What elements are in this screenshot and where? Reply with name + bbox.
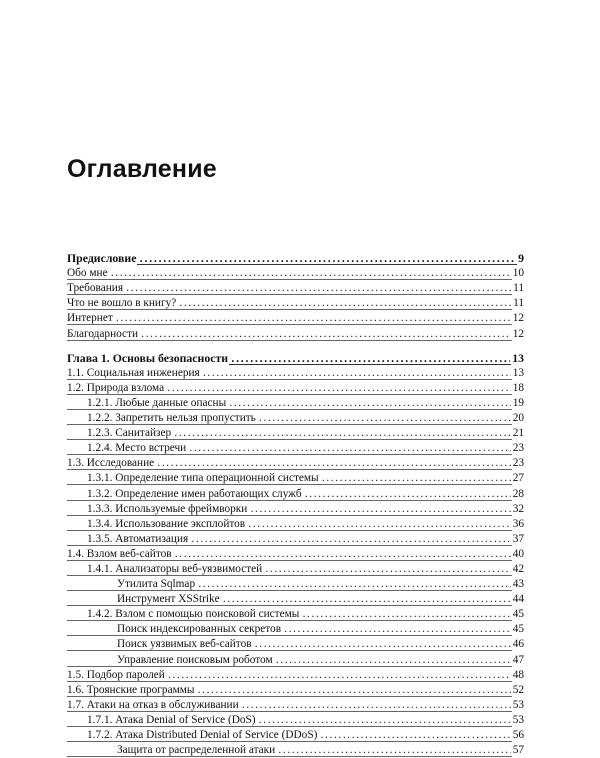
toc-row[interactable] (67, 325, 524, 340)
toc-entry-title (87, 561, 511, 577)
toc-page-number: 57 (512, 744, 524, 757)
toc-page-number: 37 (512, 532, 524, 545)
toc-entry-title (67, 280, 511, 296)
toc-row[interactable] (67, 682, 524, 697)
toc-entry-text: Поиск индексированных секретов (117, 623, 282, 636)
toc-entry-title (67, 380, 511, 396)
toc-entry-text: Обо мне (67, 267, 108, 280)
toc-entry-text: 1.2.3. Санитайзер (87, 427, 172, 440)
toc-entry-text: 1.2.1. Любые данные опасны (87, 396, 227, 409)
toc-entry-title (87, 440, 511, 456)
toc-entry-title (67, 250, 516, 266)
toc-entry-title (87, 727, 511, 743)
toc-entry-title (67, 295, 511, 311)
toc-entry-text: 1.3.4. Использование эксплойтов (87, 517, 246, 530)
toc-page-number: 48 (512, 668, 524, 681)
toc-row[interactable] (67, 440, 524, 455)
toc-entry-title (87, 470, 511, 486)
toc-entry-text: Благодарности (67, 327, 139, 340)
toc-page-number: 13 (512, 366, 524, 379)
toc-entry-text: 1.3.1. Определение типа операционной системы (87, 472, 319, 485)
toc-entry-title (117, 742, 511, 758)
toc-entry-text: 1.3.2. Определение имен работающих служб (87, 487, 302, 500)
toc-entry-text: 1.2.4. Место встречи (87, 442, 187, 455)
toc-section (67, 250, 524, 341)
toc-page-number: 11 (513, 297, 524, 310)
toc-row[interactable] (67, 295, 524, 310)
toc-entry-title (87, 425, 511, 441)
toc-row[interactable] (67, 455, 524, 470)
toc-entry-text: 1.1. Социальная инженерия (67, 366, 200, 379)
toc-entry-text: Предисловие (67, 251, 137, 266)
toc-entry-text: Утилита Sqlmap (117, 578, 196, 591)
toc-entry-title (117, 621, 511, 637)
toc-row[interactable] (67, 380, 524, 395)
toc-row[interactable] (67, 501, 524, 516)
toc-entry-title (87, 606, 511, 622)
toc-page-number: 27 (512, 472, 524, 485)
toc-row[interactable] (67, 470, 524, 485)
toc-page-number: 42 (512, 562, 524, 575)
toc-entry-text: 1.4.2. Взлом с помощью поисковой системы (87, 608, 300, 621)
toc-row[interactable] (67, 546, 524, 561)
toc-entry-text: Что не вошло в книгу? (67, 297, 177, 310)
toc-entry-title (67, 326, 511, 342)
toc-chapter-row[interactable] (67, 250, 524, 265)
toc-row[interactable] (67, 667, 524, 682)
toc-entry-text: 1.6. Троянские программы (67, 683, 195, 696)
toc-entry-text: 1.4. Взлом веб-сайтов (67, 547, 172, 560)
toc-page-number: 21 (512, 427, 524, 440)
toc-entry-text: 1.2. Природа взлома (67, 381, 165, 394)
toc-page-number: 46 (512, 638, 524, 651)
toc-entry-text: Требования (67, 282, 124, 295)
toc-page-number: 28 (512, 487, 524, 500)
toc-row[interactable] (67, 485, 524, 500)
toc-row[interactable] (67, 636, 524, 651)
toc-page-number: 12 (512, 327, 524, 340)
toc-entry-text: 1.5. Подбор паролей (67, 668, 165, 681)
toc-page-number: 45 (512, 623, 524, 636)
toc-entry-title (67, 265, 511, 281)
toc-entry-text: Управление поисковым роботом (117, 653, 273, 666)
page-title: Оглавление (67, 155, 217, 183)
toc-entry-title (67, 682, 511, 698)
toc-entry-text: Защита от распределенной атаки (117, 744, 276, 757)
toc-row[interactable] (67, 697, 524, 712)
toc-entry-text: 1.3.3. Используемые фреймворки (87, 502, 248, 515)
toc-row[interactable] (67, 576, 524, 591)
toc-entry-title (87, 712, 511, 728)
toc-entry-text: Инструмент XSStrike (117, 593, 220, 606)
toc-page-number: 36 (512, 517, 524, 530)
toc-row[interactable] (67, 561, 524, 576)
toc-row[interactable] (67, 425, 524, 440)
toc-entry-text: 1.4.1. Анализаторы веб-уязвимостей (87, 562, 263, 575)
toc-row[interactable] (67, 621, 524, 636)
toc-entry-title (87, 516, 511, 532)
toc-row[interactable] (67, 606, 524, 621)
toc-page-number: 52 (512, 683, 524, 696)
toc-page-number: 56 (512, 729, 524, 741)
toc-entry-text: Интернет (67, 312, 113, 325)
toc-page-number: 53 (512, 698, 524, 711)
toc-entry-title (117, 591, 511, 607)
toc-entry-title (87, 410, 511, 426)
toc-entry-text: 1.7.1. Атака Denial of Service (DoS) (87, 713, 256, 726)
toc-page-number: 44 (512, 593, 524, 606)
toc-page-number: 18 (512, 381, 524, 394)
toc-entry-title (117, 652, 511, 668)
toc-page-number: 23 (512, 457, 524, 470)
toc-entry-title (67, 350, 510, 366)
toc-entry-title (87, 395, 511, 411)
toc-entry-text: Поиск уязвимых веб-сайтов (117, 638, 252, 651)
toc-entry-text: Глава 1. Основы безопасности (67, 350, 229, 365)
toc-row[interactable] (67, 651, 524, 666)
toc-entry-title (87, 501, 511, 517)
toc-entry-text: 1.7.2. Атака Distributed Denial of Service (DDoS) (87, 729, 318, 741)
toc-entry-title (87, 486, 511, 502)
toc-page-number: 19 (512, 396, 524, 409)
toc-row[interactable] (67, 365, 524, 380)
toc-page-number: 20 (512, 412, 524, 425)
toc-page-number: 10 (512, 267, 524, 280)
toc-page-number: 53 (512, 713, 524, 726)
toc-page-number: 43 (512, 578, 524, 591)
toc-page-number: 45 (512, 608, 524, 621)
toc-entry-title (117, 636, 511, 652)
toc-page-number: 23 (512, 442, 524, 455)
toc-entry-title (67, 546, 511, 562)
toc-row[interactable] (67, 410, 524, 425)
toc-entry-text: 1.2.2. Запретить нельзя пропустить (87, 412, 256, 425)
toc-page-number: 32 (512, 502, 524, 515)
toc-row[interactable] (67, 280, 524, 295)
toc-entry-title (67, 697, 511, 713)
toc-row[interactable] (67, 591, 524, 606)
toc-entry-title (87, 531, 511, 547)
toc-entry-title (67, 310, 511, 326)
table-of-contents (67, 250, 524, 757)
toc-chapter-row[interactable] (67, 350, 524, 365)
toc-row[interactable] (67, 727, 524, 742)
toc-page-number: 40 (512, 547, 524, 560)
toc-row[interactable] (67, 516, 524, 531)
toc-entry-title (67, 455, 511, 471)
toc-page-number: 47 (512, 653, 524, 666)
toc-entry-title (67, 365, 511, 381)
toc-entry-text: 1.7. Атаки на отказ в обслуживании (67, 698, 239, 711)
toc-page-number: 12 (512, 312, 524, 325)
toc-row[interactable] (67, 310, 524, 325)
toc-entry-text: 1.3. Исследование (67, 457, 155, 470)
toc-page-number: 9 (518, 251, 524, 266)
toc-entry-title (117, 576, 511, 592)
toc-entry-text: 1.3.5. Автоматизация (87, 532, 189, 545)
toc-row[interactable] (67, 395, 524, 410)
toc-entry-title (67, 667, 511, 683)
toc-page-number: 11 (513, 282, 524, 295)
toc-page-number: 13 (512, 350, 524, 365)
toc-section (67, 350, 524, 758)
toc-row[interactable] (67, 712, 524, 727)
toc-row[interactable] (67, 265, 524, 280)
toc-row[interactable] (67, 531, 524, 546)
